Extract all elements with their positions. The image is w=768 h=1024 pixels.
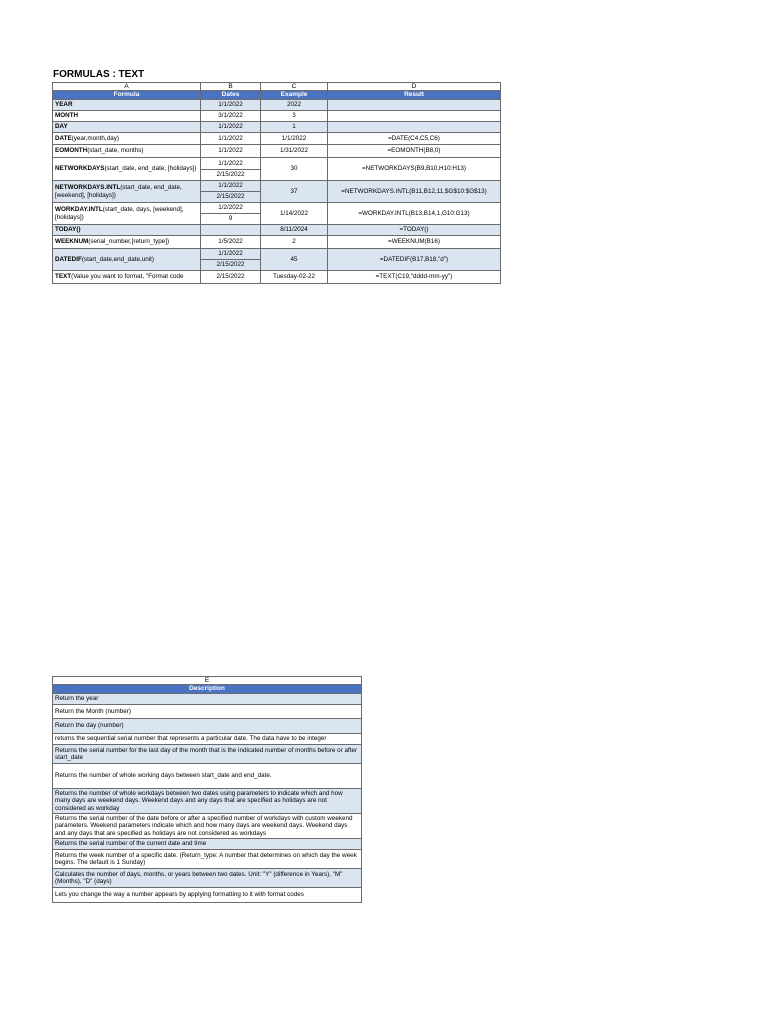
- table-row: [53, 814, 362, 839]
- formula-args: (start_date, end_date, [weekend], [holidays]): [55, 184, 182, 199]
- column-header[interactable]: Example: [261, 91, 328, 100]
- result-cell[interactable]: [328, 122, 501, 133]
- description-cell[interactable]: Returns the number of whole workdays between two dates using parameters to indicate which and how many days are weekend days. Weekend days and any days that are specified as holidays are not considered as workday: [53, 789, 362, 814]
- date-cell[interactable]: 1/1/2022: [201, 181, 261, 192]
- description-cell[interactable]: Return the day (number): [53, 719, 362, 734]
- formula-args: (start_date,end_date,unit): [81, 255, 154, 263]
- table-row: [53, 271, 501, 284]
- date-cell[interactable]: 1/1/2022: [201, 100, 261, 111]
- table-row: [53, 249, 501, 260]
- formula-name: TODAY(): [55, 226, 81, 234]
- date-cell[interactable]: 1/1/2022: [201, 249, 261, 260]
- table-row: [53, 181, 501, 192]
- result-cell[interactable]: =WEEKNUM(B16): [328, 236, 501, 249]
- result-cell[interactable]: =NETWORKDAYS(B9,B10,H10:H13): [328, 158, 501, 181]
- formulas-table: [52, 82, 501, 284]
- formula-cell[interactable]: [53, 100, 201, 111]
- formula-cell[interactable]: [53, 249, 201, 271]
- column-letter[interactable]: B: [201, 83, 261, 91]
- formula-name: NETWORKDAYS: [55, 165, 105, 173]
- result-cell[interactable]: =WORKDAY.INTL(B13,B14,1,G10:G13): [328, 203, 501, 225]
- table-row: [53, 122, 501, 133]
- column-letter[interactable]: D: [328, 83, 501, 91]
- description-cell[interactable]: Returns the serial number of the date before or after a specified number of workdays with custom weekend parameters. Weekend parameters indicate which and how many days are weekend days. Weekend days and any days that are specified as holidays are not considered as workdays: [53, 814, 362, 839]
- formula-name: EOMONTH: [55, 147, 88, 155]
- formula-cell[interactable]: [53, 158, 201, 181]
- example-cell[interactable]: 30: [261, 158, 328, 181]
- example-cell[interactable]: 1: [261, 122, 328, 133]
- description-cell[interactable]: Return the Month (number): [53, 705, 362, 719]
- date-cell[interactable]: 1/1/2022: [201, 145, 261, 158]
- date-cell[interactable]: 1/1/2022: [201, 158, 261, 170]
- description-cell[interactable]: returns the sequential serial number that represents a particular date. The data have to be integer: [53, 734, 362, 745]
- table-row: [53, 888, 362, 903]
- description-cell[interactable]: Returns the serial number for the last day of the month that is the indicated number of months before or after start_date: [53, 745, 362, 764]
- description-cell[interactable]: Return the year: [53, 694, 362, 705]
- table-row: [53, 839, 362, 850]
- table-row: [53, 789, 362, 814]
- column-letter[interactable]: C: [261, 83, 328, 91]
- result-cell[interactable]: =DATEDIF(B17,B18,"d"): [328, 249, 501, 271]
- result-cell[interactable]: =TEXT(C19,"dddd-mm-yy"): [328, 271, 501, 284]
- formula-name: TEXT: [55, 273, 72, 281]
- example-cell[interactable]: 1/31/2022: [261, 145, 328, 158]
- column-header[interactable]: Formula: [53, 91, 201, 100]
- result-cell[interactable]: =DATE(C4,C5,C6): [328, 133, 501, 145]
- description-cell[interactable]: Returns the week number of a specific date. (Return_type: A number that determines on which day the week begins. The default is 1 Sunday): [53, 850, 362, 869]
- date-cell[interactable]: 1/1/2022: [201, 122, 261, 133]
- formula-name: DATE: [55, 134, 72, 142]
- table-row: [53, 734, 362, 745]
- formula-name: NETWORKDAYS.INTL: [55, 184, 121, 191]
- formula-cell[interactable]: [53, 133, 201, 145]
- table-row: [53, 203, 501, 214]
- table-row: [53, 850, 362, 869]
- description-table: [52, 676, 362, 903]
- formula-name: WORKDAY.INTL: [55, 206, 103, 213]
- table-row: [53, 764, 362, 789]
- formula-args: (start_date, months): [87, 147, 144, 155]
- table-row: [53, 225, 501, 236]
- date-cell[interactable]: 2/15/2022: [201, 170, 261, 181]
- date-cell[interactable]: 1/2/2022: [201, 203, 261, 214]
- example-cell[interactable]: 2: [261, 236, 328, 249]
- formula-cell[interactable]: [53, 145, 201, 158]
- formula-cell[interactable]: [53, 225, 201, 236]
- formula-args: (Value you want to format, "Format code: [71, 273, 184, 281]
- table-row: [53, 719, 362, 734]
- date-cell[interactable]: 2/15/2022: [201, 260, 261, 271]
- example-cell[interactable]: 3: [261, 111, 328, 122]
- formula-cell[interactable]: [53, 111, 201, 122]
- date-cell[interactable]: [201, 225, 261, 236]
- table-row: [53, 133, 501, 145]
- example-cell[interactable]: 2022: [261, 100, 328, 111]
- formula-args: (start_date, days, [weekend], [holidays]): [55, 206, 184, 221]
- table-row: [53, 869, 362, 888]
- date-cell[interactable]: 2/15/2022: [201, 192, 261, 203]
- column-letter[interactable]: E: [53, 677, 362, 685]
- result-cell[interactable]: =EOMONTH(B8,0): [328, 145, 501, 158]
- formula-name: YEAR: [55, 101, 73, 109]
- column-header[interactable]: Result: [328, 91, 501, 100]
- formula-cell[interactable]: [53, 181, 201, 203]
- example-cell[interactable]: Tuesday-02-22: [261, 271, 328, 284]
- result-cell[interactable]: =NETWORKDAYS.INTL(B11,B12,11,$G$10:$G$13): [328, 181, 501, 203]
- formula-name: WEEKNUM: [55, 238, 89, 246]
- example-cell[interactable]: 8/11/2024: [261, 225, 328, 236]
- column-letter[interactable]: A: [53, 83, 201, 91]
- table-row: [53, 745, 362, 764]
- formula-cell[interactable]: [53, 203, 201, 225]
- date-cell[interactable]: 1/5/2022: [201, 236, 261, 249]
- formula-args: (serial_number,[return_type]): [88, 238, 170, 246]
- table-row: [53, 111, 501, 122]
- date-cell[interactable]: 1/1/2022: [201, 133, 261, 145]
- formula-cell[interactable]: [53, 122, 201, 133]
- example-cell[interactable]: 45: [261, 249, 328, 271]
- formula-name: DAY: [55, 123, 68, 131]
- example-cell[interactable]: 1/14/2022: [261, 203, 328, 225]
- result-cell[interactable]: [328, 100, 501, 111]
- date-cell[interactable]: 9: [201, 214, 261, 225]
- formula-cell[interactable]: [53, 236, 201, 249]
- column-header[interactable]: Description: [53, 685, 362, 694]
- formula-cell[interactable]: [53, 271, 201, 284]
- description-cell[interactable]: Calculates the number of days, months, or years between two dates. Unit: "Y" (difference in Years), "M" (Months), "D" (days): [53, 869, 362, 888]
- column-header[interactable]: Dates: [201, 91, 261, 100]
- result-cell[interactable]: [328, 111, 501, 122]
- example-cell[interactable]: 1/1/2022: [261, 133, 328, 145]
- formula-args: (year,month,day): [71, 134, 119, 142]
- formula-args: (start_date, end_date, [holidays]): [104, 165, 197, 173]
- table-row: [53, 145, 501, 158]
- table-row: [53, 236, 501, 249]
- sheet-title: FORMULAS : TEXT: [53, 69, 145, 80]
- date-cell[interactable]: 3/1/2022: [201, 111, 261, 122]
- table-row: [53, 694, 362, 705]
- example-cell[interactable]: 37: [261, 181, 328, 203]
- description-cell[interactable]: Returns the serial number of the current date and time: [53, 839, 362, 850]
- table-row: [53, 158, 501, 170]
- description-cell[interactable]: Returns the number of whole working days between start_date and end_date.: [53, 764, 362, 789]
- description-cell[interactable]: Lets you change the way a number appears by applying formatting to it with format codes: [53, 888, 362, 903]
- formula-name: DATEDIF: [55, 255, 82, 263]
- result-cell[interactable]: =TODAY(): [328, 225, 501, 236]
- formula-name: MONTH: [55, 112, 79, 120]
- table-row: [53, 705, 362, 719]
- date-cell[interactable]: 2/15/2022: [201, 271, 261, 284]
- table-row: [53, 100, 501, 111]
